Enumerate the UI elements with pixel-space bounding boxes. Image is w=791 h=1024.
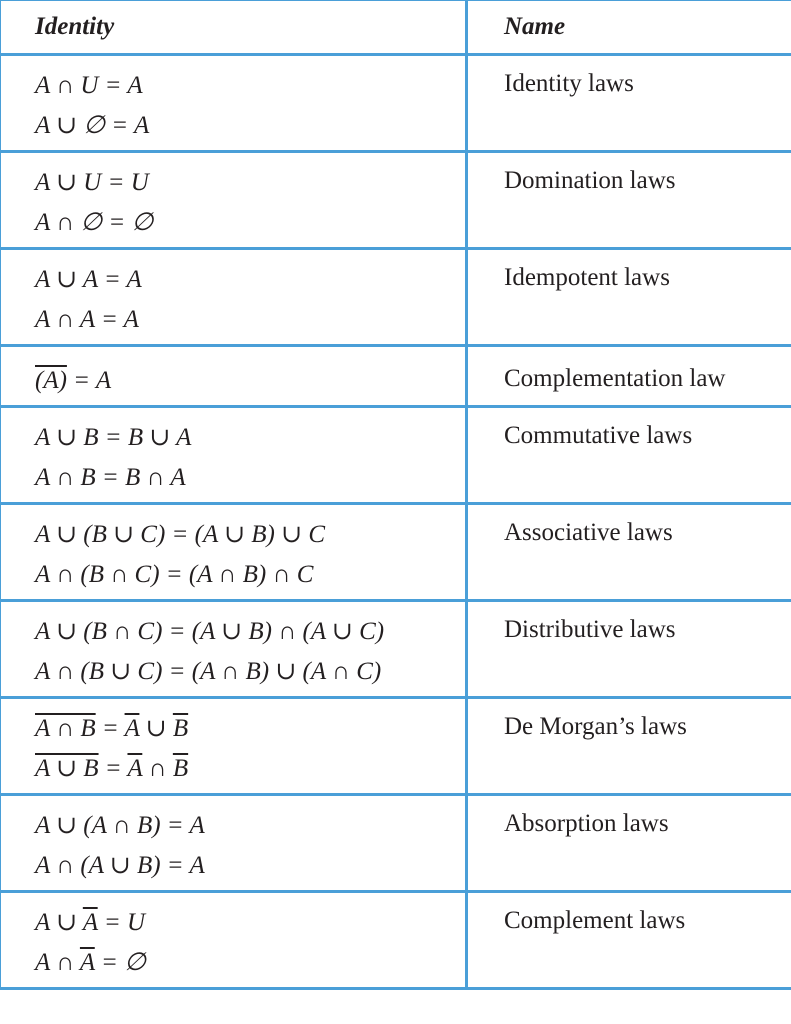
complement-term: $\overline{A}$ xyxy=(82,909,98,936)
identity-equation xyxy=(35,947,465,987)
equation-term: A ∩ U = A xyxy=(35,72,143,99)
equation-term: A ∩ ∅ = ∅ xyxy=(35,209,154,236)
complement-term: $\overline{A}$ xyxy=(79,949,95,976)
equation-term: A ∪ U = U xyxy=(35,169,149,196)
equation-term: A ∩ xyxy=(35,949,80,976)
table-row xyxy=(0,698,791,795)
table-row xyxy=(0,892,791,989)
table-row xyxy=(0,346,791,407)
identity-equation xyxy=(35,207,465,247)
table-row xyxy=(0,152,791,249)
identity-cell xyxy=(0,407,467,504)
law-name-cell: Identity laws xyxy=(467,55,791,152)
identity-equation xyxy=(35,850,465,890)
identity-equation xyxy=(35,462,465,502)
law-name-cell: Absorption laws xyxy=(467,795,791,892)
identity-equation xyxy=(35,907,465,947)
identity-equation xyxy=(35,304,465,344)
table-row xyxy=(0,407,791,504)
law-name-cell: De Morgan’s laws xyxy=(467,698,791,795)
law-name-cell: Complementation law xyxy=(467,346,791,407)
identity-cell xyxy=(0,698,467,795)
identity-equation xyxy=(35,167,465,207)
equation-term: = xyxy=(95,715,125,742)
identity-equation xyxy=(35,713,465,753)
complement-term: $\overline{A}$ xyxy=(127,755,143,782)
table-row xyxy=(0,601,791,698)
identity-cell xyxy=(0,55,467,152)
equation-term: A ∩ (B ∪ C) = (A ∩ B) ∪ (A ∩ C) xyxy=(35,658,382,685)
identity-cell xyxy=(0,795,467,892)
identity-equation xyxy=(35,70,465,110)
equation-term: A ∪ (B ∪ C) = (A ∪ B) ∪ C xyxy=(35,521,325,548)
equation-term: A ∪ (A ∩ B) = A xyxy=(35,812,205,839)
identity-column-header: Identity xyxy=(0,0,467,55)
equation-term: A ∪ ∅ = A xyxy=(35,112,150,139)
equation-term: A ∩ A = A xyxy=(35,306,139,333)
equation-term: A ∪ (B ∩ C) = (A ∪ B) ∩ (A ∪ C) xyxy=(35,618,385,645)
identity-equation xyxy=(35,110,465,150)
identity-cell xyxy=(0,892,467,989)
table-row xyxy=(0,795,791,892)
equation-term: ∪ xyxy=(139,715,173,742)
identity-equation xyxy=(35,365,465,405)
complement-term: $\overline{A}$ xyxy=(124,715,140,742)
complement-term: (A) xyxy=(35,367,67,394)
identity-equation xyxy=(35,616,465,656)
table-row xyxy=(0,504,791,601)
law-name-cell: Associative laws xyxy=(467,504,791,601)
table-row xyxy=(0,249,791,346)
law-name-cell: Distributive laws xyxy=(467,601,791,698)
identity-cell xyxy=(0,601,467,698)
complement-term: A ∩ B xyxy=(35,715,96,742)
identity-equation xyxy=(35,810,465,850)
identity-equation xyxy=(35,656,465,696)
law-name-cell: Commutative laws xyxy=(467,407,791,504)
equation-term: = ∅ xyxy=(94,949,146,976)
name-column-header: Name xyxy=(467,0,791,55)
identity-equation xyxy=(35,753,465,793)
complement-term: $\overline{B}$ xyxy=(172,755,189,782)
equation-term: = A xyxy=(66,367,112,394)
law-name-cell: Idempotent laws xyxy=(467,249,791,346)
table-body xyxy=(0,55,791,989)
identity-cell xyxy=(0,249,467,346)
identity-equation xyxy=(35,264,465,304)
equation-term: ∩ xyxy=(142,755,173,782)
equation-term: = U xyxy=(97,909,146,936)
identity-cell xyxy=(0,504,467,601)
law-name-cell: Complement laws xyxy=(467,892,791,989)
identity-equation xyxy=(35,422,465,462)
table-row xyxy=(0,55,791,152)
identity-cell xyxy=(0,346,467,407)
header-row xyxy=(0,0,791,55)
equation-term: A ∩ B = B ∩ A xyxy=(35,464,186,491)
identity-equation xyxy=(35,559,465,599)
equation-term: A ∩ (A ∪ B) = A xyxy=(35,852,205,879)
complement-term: A ∪ B xyxy=(35,755,99,782)
identity-equation xyxy=(35,519,465,559)
equation-term: A ∪ xyxy=(35,909,83,936)
equation-term: A ∩ (B ∩ C) = (A ∩ B) ∩ C xyxy=(35,561,314,588)
equation-term: A ∪ A = A xyxy=(35,266,142,293)
identity-cell xyxy=(0,152,467,249)
complement-term: $\overline{B}$ xyxy=(172,715,189,742)
equation-term: A ∪ B = B ∪ A xyxy=(35,424,192,451)
equation-term: = xyxy=(98,755,128,782)
law-name-cell: Domination laws xyxy=(467,152,791,249)
